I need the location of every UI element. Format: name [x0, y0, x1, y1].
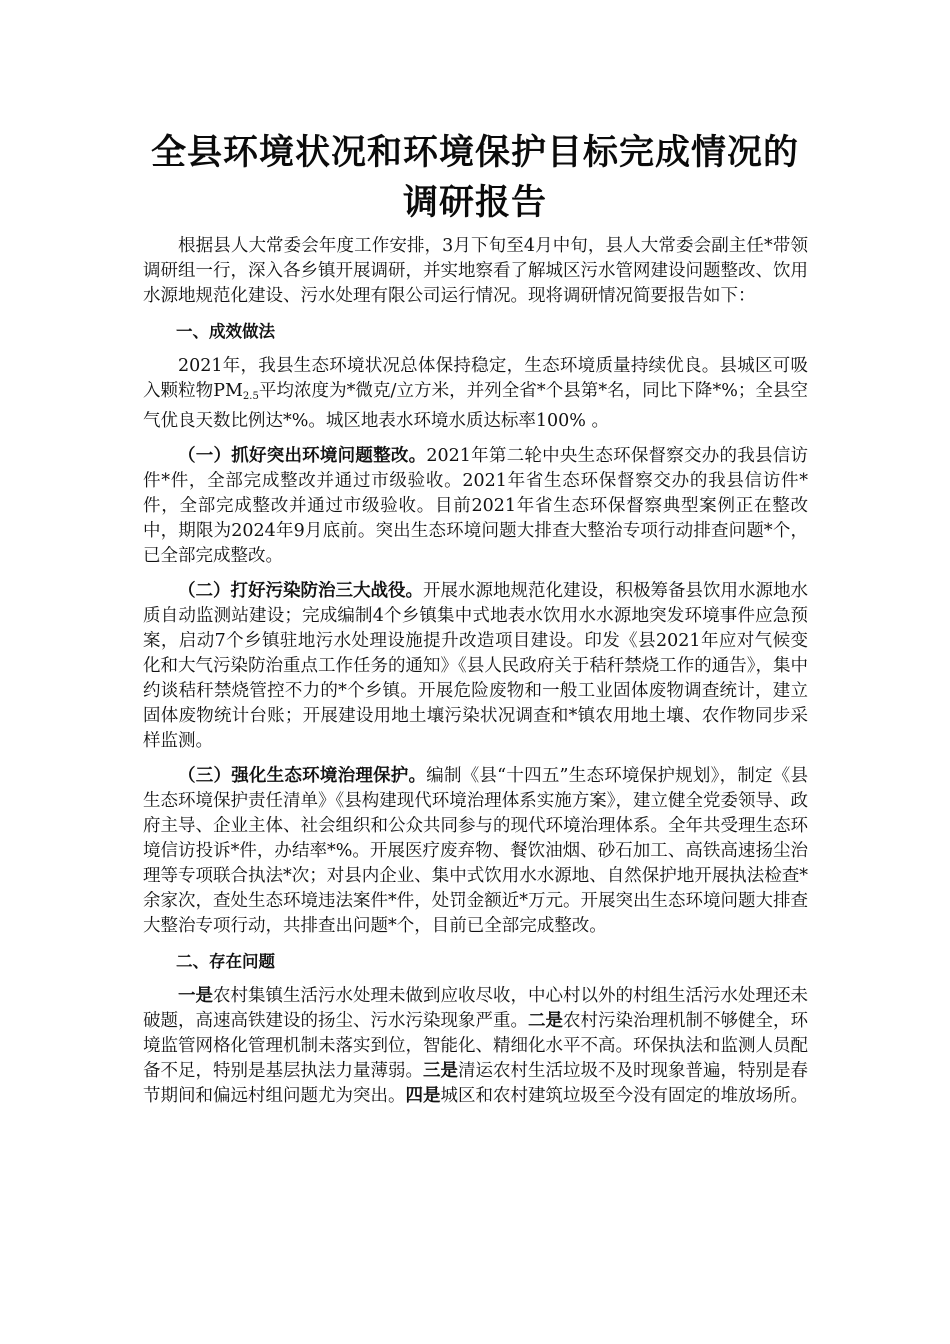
- intro-paragraph: 根据县人大常委会年度工作安排，3月下旬至4月中旬，县人大常委会副主任*带领调研组一行，深入各乡镇开展调研，并实地察看了解城区污水管网建设问题整改、饮用水源地规范化建设、污水处理有限公司运行情况。现将调研情况简要报告如下：: [143, 236, 808, 306]
- section-heading-achievements: 一、成效做法: [176, 322, 275, 341]
- problem-lead-2: 二是: [528, 1011, 563, 1031]
- problem-text-1: 农村集镇生活污水处理未做到应收尽收，中心村以外的村组生活污水处理还未破题，高速高铁建设的扬尘、污水污染现象严重。: [143, 986, 808, 1031]
- item-title-1: （一）抓好突出环境问题整改。: [178, 446, 427, 466]
- problem-text-2: 农村污染治理机制不够健全，环境监管网格化管理机制未落实到位，智能化、精细化水平不高。环保执法和监测人员配备不足，特别是基层执法力量薄弱。: [143, 1011, 808, 1081]
- item-paragraph-1: [143, 444, 808, 569]
- problem-lead-1: 一是: [178, 986, 213, 1006]
- problem-lead-3: 三是: [423, 1061, 458, 1081]
- item-title-2: （二）打好污染防治三大战役。: [178, 581, 423, 601]
- title-line-1: 全县环境状况和环境保护目标完成情况的: [150, 133, 799, 173]
- item-text-1: 2021年第二轮中央生态环保督察交办的我县信访件*件，全部完成整改并通过市级验收。2021年省生态环保督察交办的我县信访件*件，全部完成整改并通过市级验收。目前2021年省生态环保督察典型案例正在整改中，期限为2024年9月底前。突出生态环境问题大排查大整治专项行动排查问题*个，已全部完成整改。: [143, 446, 808, 566]
- pm-subscript: 2.5: [242, 391, 259, 402]
- item-paragraph-2: [143, 579, 808, 754]
- item-text-2: 开展水源地规范化建设，积极筹备县饮用水源地水质自动监测站建设；完成编制4个乡镇集中式地表水饮用水水源地突发环境事件应急预案，启动7个乡镇驻地污水处理设施提升改造项目建设。印发《县2021年应对气候变化和大气污染防治重点工作任务的通知》《县人民政府关于秸秆禁烧工作的通告》，集中约谈秸秆禁烧管控不力的*个乡镇。开展危险废物和一般工业固体废物调查统计，建立固体废物统计台账；开展建设用地土壤污染状况调查和*镇农用地土壤、农作物同步采样监测。: [143, 581, 808, 751]
- overview-text-part2: 平均浓度为*微克/立方米，并列全省*个县第*名，同比下降*%；全县空气优良天数比例达*%。城区地表水环境水质达标率100% 。: [143, 381, 808, 431]
- problem-text-3: 清运农村生活垃圾不及时现象普遍，特别是春节期间和偏远村组问题尤为突出。: [143, 1061, 808, 1106]
- item-paragraph-3: [143, 764, 808, 939]
- title-line-2: 调研报告: [402, 183, 547, 223]
- item-title-3: （三）强化生态环境治理保护。: [178, 766, 427, 786]
- problem-text-4: 城区和农村建筑垃圾至今没有固定的堆放场所。: [440, 1086, 808, 1106]
- page-title: [120, 128, 830, 228]
- problems-paragraph: [143, 984, 808, 1109]
- document-body: [143, 234, 808, 1119]
- overview-paragraph: [143, 354, 808, 434]
- overview-text-part1: 2021年，我县生态环境状况总体保持稳定，生态环境质量持续优良。县城区可吸入颗粒物PM: [143, 356, 808, 401]
- problem-lead-4: 四是: [405, 1086, 441, 1106]
- item-text-3: 编制《县“十四五”生态环境保护规划》，制定《县生态环境保护责任清单》《县构建现代环境治理体系实施方案》，建立健全党委领导、政府主导、企业主体、社会组织和公众共同参与的现代环境治理体系。全年共受理生态环境信访投诉*件，办结率*%。开展医疗废弃物、餐饮油烟、砂石加工、高铁高速扬尘治理等专项联合执法*次；对县内企业、集中式饮用水水源地、自然保护地开展执法检查*余家次，查处生态环境违法案件*件，处罚金额近*万元。开展突出生态环境问题大排查大整治专项行动，共排查出问题*个，目前已全部完成整改。: [143, 766, 808, 936]
- section-heading-problems: 二、存在问题: [176, 952, 275, 971]
